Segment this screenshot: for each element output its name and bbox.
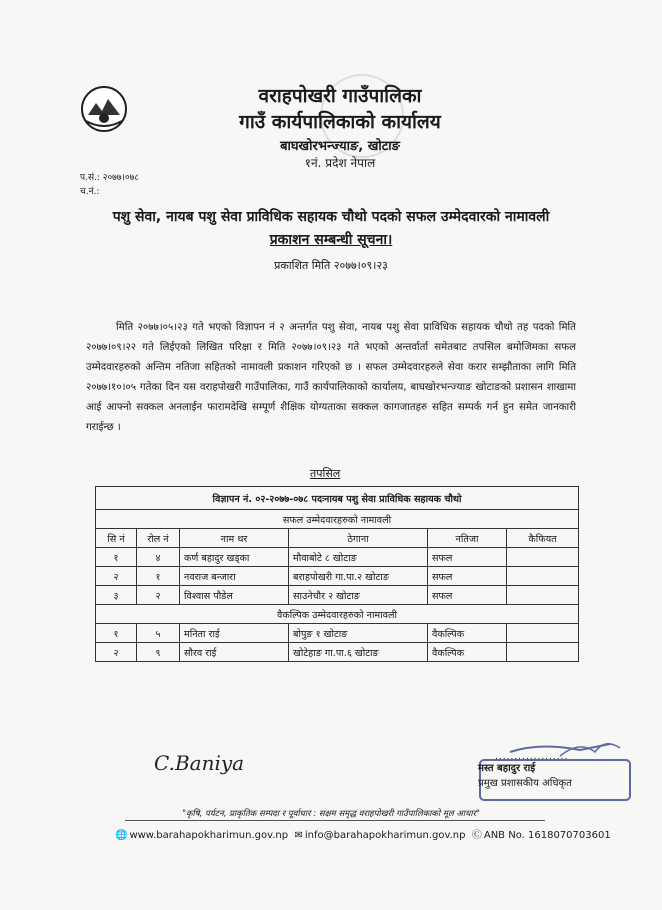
cell-remarks	[507, 586, 579, 605]
org-name: वराहपोखरी गाउँपालिका	[258, 85, 422, 107]
footer-email[interactable]: info@barahapokharimun.gov.np	[304, 830, 466, 841]
notice-body: मिति २०७७।०५।२३ गते भएको विज्ञापन नं २ अन्तर्गत पशु सेवा, नायब पशु सेवा प्राविधिक सहायक चौथो तह पदको मिति २०७७।०९।२२ गते लिईएको लिखित परिक्षा र मिति २०७७।०९।२३ गते भएको अन्तर्वार्ता समेतबाट तपसिल बमोजिमका सफल उम्मेदवारहरुको अन्तिम नतिजा सहितको नामावली प्रकाशन गरिएको छ । सफल उम्मेदवारहरुले सेवा करार सम्झौताका लागि मिति २०७७।१०।०५ गतेका दिन यस वराहपोखरी गाउँपालिका, गाउँ कार्यपालिकाको कार्यालय, बाघखोरभन्ज्याङ खोटाङको प्रशासन शाखामा आई आफ्नो सक्कल अनलाईन फारामदेखि सम्पूर्ण शैक्षिक योग्यताका सक्कल कागजातहरु सहित सम्पर्क गर्न हुन समेत जानकारी गराईन्छ ।	[86, 322, 576, 433]
province: १नं. प्रदेश नेपाल	[304, 156, 376, 170]
cell-remarks	[507, 548, 579, 567]
office-name: गाउँ कार्यपालिकाको कार्यालय	[239, 111, 441, 133]
published-date: प्रकाशित मिति २०७७।०९।२३	[274, 259, 388, 272]
cell-result: वैकल्पिक	[428, 624, 507, 643]
cell-sn: ३	[96, 586, 137, 605]
signatory-designation: प्रमुख प्रशासकीय अधिकृत	[478, 778, 572, 789]
cell-address: बराहपोखरी गा.पा.२ खोटाङ	[289, 567, 428, 586]
section-success: सफल उम्मेदवारहरुको नामावली	[96, 510, 579, 529]
cell-name: मनिता राई	[180, 624, 289, 643]
cell-result: सफल	[428, 548, 507, 567]
cell-sn: १	[96, 624, 137, 643]
candidate-table	[95, 486, 579, 662]
cell-roll: ४	[137, 548, 180, 567]
cell-roll: १	[137, 567, 180, 586]
reference-number: प.सं.: २०७७।०७८	[80, 173, 139, 183]
cell-remarks	[507, 643, 579, 662]
cell-result: सफल	[428, 567, 507, 586]
cell-result: वैकल्पिक	[428, 643, 507, 662]
dispatch-number: च.नं.:	[80, 187, 100, 197]
table-label: तपसिल	[310, 467, 341, 480]
cell-remarks	[507, 567, 579, 586]
nepal-emblem-icon	[80, 85, 128, 133]
signatory-name: मस्त बहादुर राई	[478, 763, 536, 774]
footer-website[interactable]: www.barahapokharimun.gov.np	[129, 830, 289, 841]
cell-sn: १	[96, 548, 137, 567]
cell-name: कर्ण बहादुर खड्का	[180, 548, 289, 567]
cell-address: खोटेहाङ गा.पा.६ खोटाङ	[289, 643, 428, 662]
section-alternate: वैकल्पिक उम्मेदवारहरुको नामावली	[96, 605, 579, 624]
cell-roll: ५	[137, 624, 180, 643]
notice-title: पशु सेवा, नायब पशु सेवा प्राविधिक सहायक चौथो पदको सफल उम्मेदवारको नामावली	[112, 209, 550, 225]
cell-address: मौवाबोटे ८ खोटाङ	[289, 548, 428, 567]
table-header-row	[96, 529, 579, 548]
table-row	[96, 643, 579, 662]
table-caption: विज्ञापन नं. ०२-२०७७-०७८ पदःनायब पशु सेवा प्राविधिक सहायक चौथो	[96, 487, 579, 510]
cell-sn: २	[96, 567, 137, 586]
footer-contacts	[115, 826, 611, 841]
col-name: नाम थर	[180, 529, 289, 548]
table-row	[96, 624, 579, 643]
cell-remarks	[507, 624, 579, 643]
cell-sn: २	[96, 643, 137, 662]
col-roll: रोल नं	[137, 529, 180, 548]
cell-roll: ९	[137, 643, 180, 662]
footer-divider	[125, 820, 545, 821]
cell-address: बोपुङ १ खोटाङ	[289, 624, 428, 643]
notice-subtitle: प्रकाशन सम्बन्धी सूचना।	[269, 232, 393, 248]
signature-line: ...................	[495, 752, 569, 762]
globe-icon: 🌐	[115, 830, 128, 841]
col-remarks: कैफियत	[507, 529, 579, 548]
footer-motto: "कृषि, पर्यटन, प्राकृतिक सम्पदा र पूर्वाधार : सक्षम समृद्ध वराहपोखरी गाउँपालिकाको मूल आधार"	[182, 809, 480, 819]
office-address: बाघखोरभन्ज्याङ, खोटाङ	[280, 139, 400, 154]
table-row	[96, 567, 579, 586]
cell-name: नवराज बन्जारा	[180, 567, 289, 586]
svg-text:C.Baniya: C.Baniya	[154, 751, 245, 775]
id-icon: Ⓒ	[471, 830, 482, 841]
cell-roll: २	[137, 586, 180, 605]
col-result: नतिजा	[428, 529, 507, 548]
col-address: ठेगाना	[289, 529, 428, 548]
handwritten-signature	[148, 742, 298, 782]
table-row	[96, 586, 579, 605]
cell-result: सफल	[428, 586, 507, 605]
col-sn: सि नं	[96, 529, 137, 548]
footer-pan: ANB No. 1618070703601	[483, 830, 611, 841]
email-icon: ✉	[294, 830, 303, 841]
cell-name: सौरव राई	[180, 643, 289, 662]
cell-name: विश्वास पौडेल	[180, 586, 289, 605]
cell-address: साउनेचौर २ खोटाङ	[289, 586, 428, 605]
table-row	[96, 548, 579, 567]
